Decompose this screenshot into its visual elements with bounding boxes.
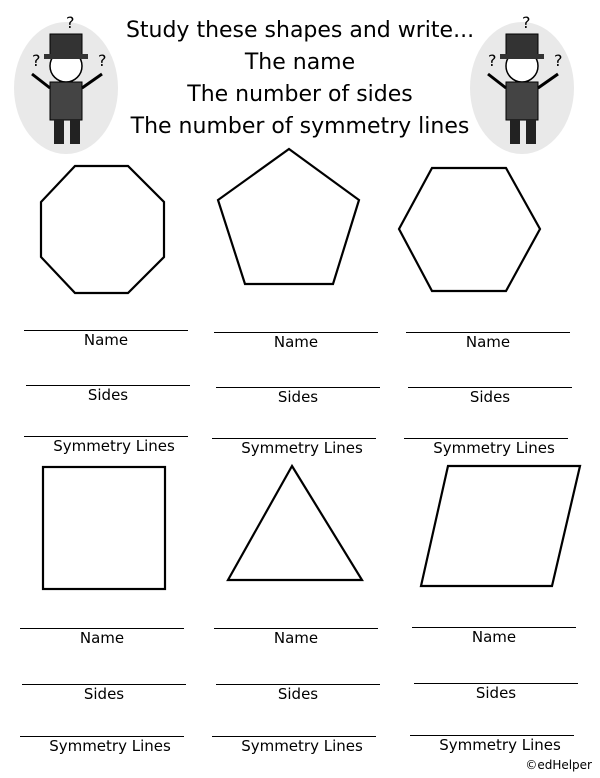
label-name-3: Name bbox=[465, 333, 511, 351]
pilgrim-clipart-right bbox=[466, 8, 578, 158]
svg-text:?: ? bbox=[488, 51, 497, 70]
label-name-1: Name bbox=[83, 331, 129, 349]
label-sides-4: Sides bbox=[83, 685, 125, 703]
title-line-1: Study these shapes and write... bbox=[125, 18, 475, 43]
label-sides-6: Sides bbox=[475, 684, 517, 702]
label-symmetry-4: Symmetry Lines bbox=[49, 737, 171, 755]
title-line-3: The number of sides bbox=[187, 82, 413, 107]
label-sides-1: Sides bbox=[87, 386, 129, 404]
edhelper-footer: ©edHelper bbox=[525, 758, 592, 772]
label-symmetry-3: Symmetry Lines bbox=[433, 439, 555, 457]
label-symmetry-2: Symmetry Lines bbox=[241, 439, 363, 457]
title-line-2: The name bbox=[244, 50, 356, 75]
title-line-4: The number of symmetry lines bbox=[130, 114, 470, 139]
svg-text:?: ? bbox=[32, 51, 41, 70]
label-symmetry-1: Symmetry Lines bbox=[53, 437, 175, 455]
svg-text:?: ? bbox=[522, 13, 531, 32]
hexagon-shape bbox=[396, 165, 544, 295]
svg-text:?: ? bbox=[554, 51, 563, 70]
svg-text:?: ? bbox=[66, 13, 75, 32]
pilgrim-clipart-left bbox=[10, 8, 122, 158]
label-name-5: Name bbox=[273, 629, 319, 647]
label-symmetry-6: Symmetry Lines bbox=[439, 736, 561, 754]
label-sides-3: Sides bbox=[469, 388, 511, 406]
pentagon-shape bbox=[215, 146, 363, 288]
parallelogram-shape bbox=[418, 462, 584, 590]
svg-text:?: ? bbox=[98, 51, 107, 70]
label-sides-2: Sides bbox=[277, 388, 319, 406]
label-name-6: Name bbox=[471, 628, 517, 646]
label-name-2: Name bbox=[273, 333, 319, 351]
octagon-shape bbox=[38, 163, 168, 297]
triangle-shape bbox=[224, 462, 366, 586]
label-symmetry-5: Symmetry Lines bbox=[241, 737, 363, 755]
label-sides-5: Sides bbox=[277, 685, 319, 703]
label-name-4: Name bbox=[79, 629, 125, 647]
square-shape bbox=[40, 464, 168, 594]
